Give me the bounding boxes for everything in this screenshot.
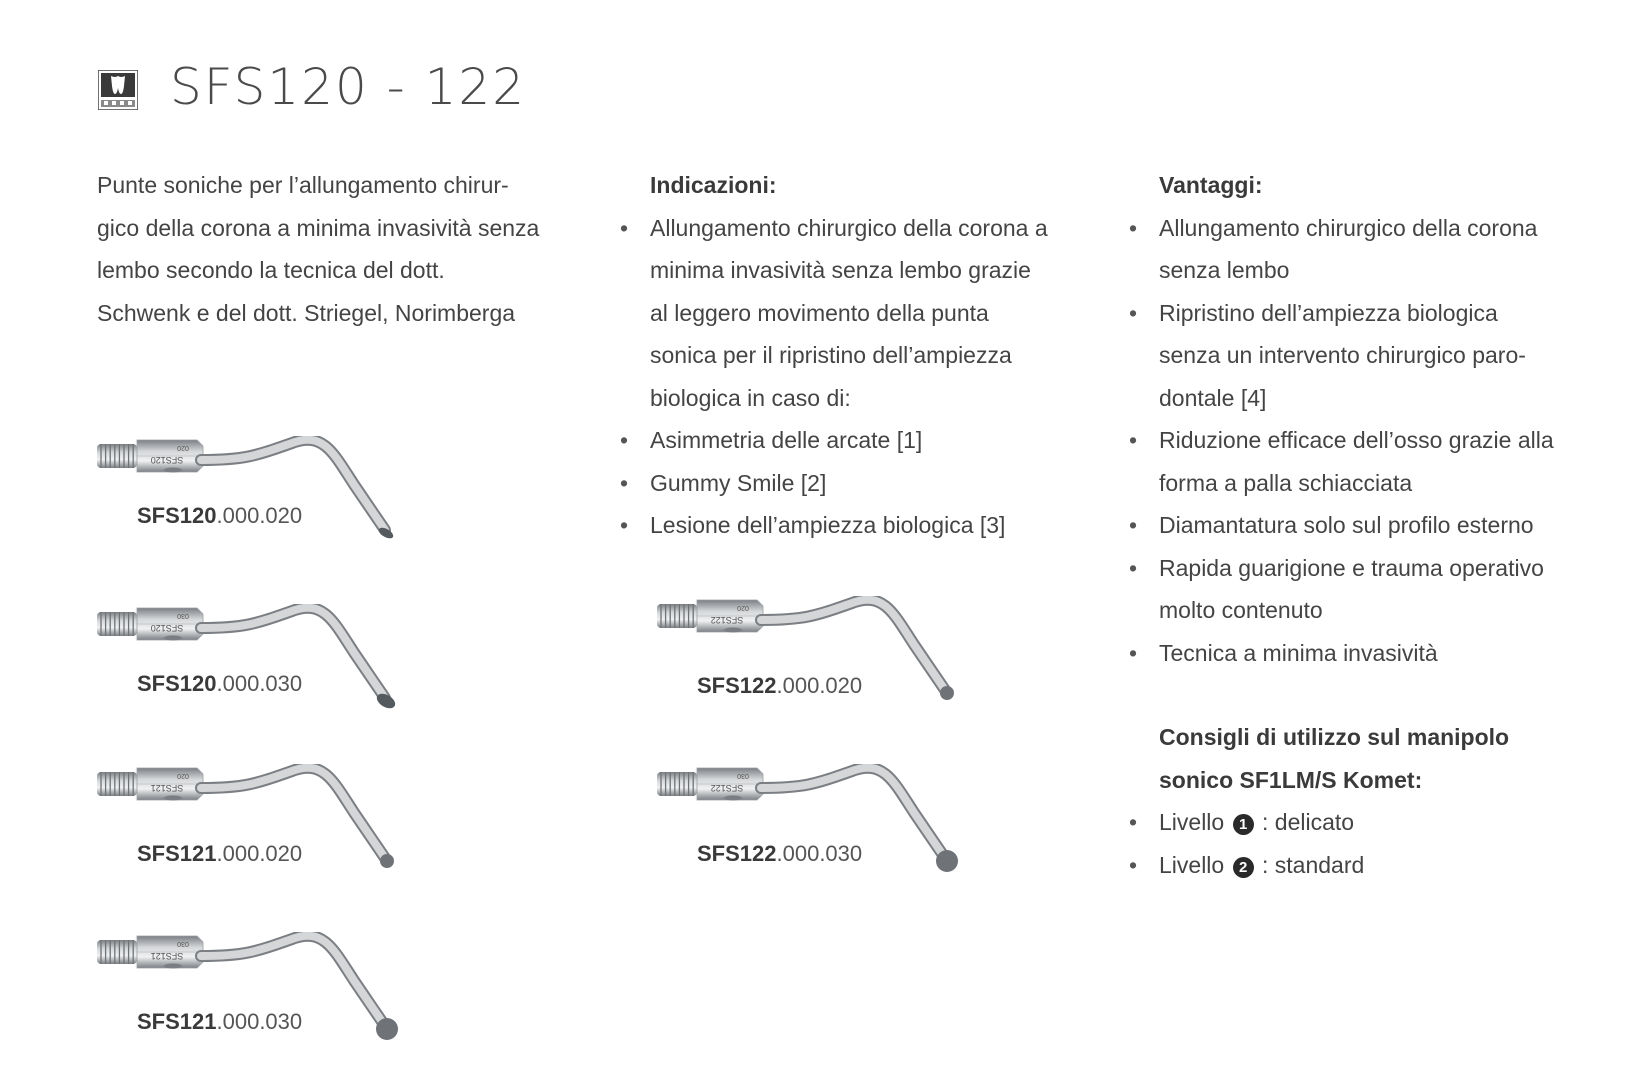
list-item xyxy=(1159,801,1629,844)
list-item-line: minima invasività senza lembo grazie xyxy=(650,257,1031,283)
product-code-prefix: SFS121 xyxy=(137,841,217,866)
level-number-badge: 1 xyxy=(1233,814,1254,835)
size-engraving: 020 xyxy=(737,604,749,611)
brand-mark xyxy=(164,636,182,641)
thread xyxy=(97,772,137,796)
usage-heading-line: sonico SF1LM/S Komet: xyxy=(1159,766,1423,793)
ball-tip xyxy=(376,1018,398,1040)
list-item-line: • Rapida guarigione e trauma operativo xyxy=(1159,554,1544,581)
list-item-line: • Asimmetria delle arcate [1] xyxy=(650,427,923,453)
ball-tip xyxy=(380,854,394,868)
list-item xyxy=(650,207,1090,420)
product-code-suffix: .000.030 xyxy=(216,1009,303,1034)
product-code-prefix: SFS120 xyxy=(137,503,217,528)
size-engraving: 030 xyxy=(177,612,189,619)
list-item-line: • Gummy Smile [2] xyxy=(650,469,827,496)
size-engraving: 020 xyxy=(177,444,189,451)
intro-text xyxy=(97,164,577,334)
brand-mark xyxy=(724,628,742,633)
brand-mark xyxy=(164,468,182,473)
product-code-suffix: .000.020 xyxy=(776,673,863,698)
list-item-line: senza un intervento chirurgico paro- xyxy=(1159,342,1526,368)
thread xyxy=(657,604,697,628)
product-code-suffix: .000.020 xyxy=(216,841,303,866)
list-item xyxy=(1159,419,1629,504)
thread xyxy=(97,940,137,964)
list-item xyxy=(650,504,1090,547)
intro-line: Schwenk e del dott. Striegel, Norimberga xyxy=(97,299,516,326)
list-item xyxy=(1159,844,1629,887)
sonic-tip-drawing xyxy=(95,436,415,546)
usage-levels-list xyxy=(1159,801,1629,886)
shank-engraving: SFS120 xyxy=(150,623,184,633)
size-engraving: 030 xyxy=(737,772,749,779)
product-code-prefix: SFS122 xyxy=(697,673,777,698)
level-label: Livello xyxy=(1159,809,1225,835)
product-code-suffix: .000.020 xyxy=(216,503,303,528)
product-code-suffix: .000.030 xyxy=(216,671,303,696)
shank-engraving: SFS121 xyxy=(150,783,184,793)
list-item-line: dontale [4] xyxy=(1159,384,1267,411)
product-code-suffix: .000.030 xyxy=(776,841,863,866)
list-item-line: • Ripristino dell’ampiezza biologica xyxy=(1159,299,1498,326)
list-item-line: forma a palla schiacciata xyxy=(1159,469,1413,496)
product-code-prefix: SFS120 xyxy=(137,671,217,696)
indications-list xyxy=(650,207,1090,547)
product-code-prefix: SFS122 xyxy=(697,841,777,866)
brand-mark xyxy=(724,796,742,801)
product-code-prefix: SFS121 xyxy=(137,1009,217,1034)
level-number-badge: 2 xyxy=(1233,857,1254,878)
advantages-list xyxy=(1159,207,1629,675)
brand-mark xyxy=(164,964,182,969)
list-item xyxy=(1159,504,1629,547)
usage-heading-line: Consigli di utilizzo sul manipolo xyxy=(1159,724,1510,750)
intro-line: gico della corona a minima invasività senza xyxy=(97,214,540,241)
logo-icon xyxy=(98,70,138,110)
list-item-line: • Allungamento chirurgico della corona a xyxy=(650,214,1048,241)
advantages-section xyxy=(1159,164,1629,886)
list-item-line: • Diamantatura solo sul profilo esterno xyxy=(1159,512,1534,538)
product-code xyxy=(137,1009,302,1035)
intro-line: lembo secondo la tecnica del dott. xyxy=(97,257,445,283)
shank-engraving: SFS122 xyxy=(710,783,744,793)
list-item xyxy=(650,419,1090,462)
list-item-line: • Riduzione efficace dell’osso grazie alla xyxy=(1159,427,1554,453)
level-description: : delicato xyxy=(1262,809,1355,835)
size-engraving: 030 xyxy=(177,940,189,947)
brand-mark xyxy=(164,796,182,801)
list-item-line: sonica per il ripristino dell’ampiezza xyxy=(650,342,1012,368)
intro-line: Punte soniche per l’allungamento chirur- xyxy=(97,172,509,198)
product-code xyxy=(137,671,302,697)
product-code xyxy=(137,503,302,529)
ball-tip xyxy=(940,686,954,700)
page-title: SFS120 - 122 xyxy=(170,58,527,116)
usage-heading xyxy=(1159,716,1629,801)
thread xyxy=(657,772,697,796)
list-item-line: molto contenuto xyxy=(1159,597,1323,623)
indications-section xyxy=(650,164,1090,547)
list-item xyxy=(650,462,1090,505)
shank-engraving: SFS122 xyxy=(710,615,744,625)
ball-tip xyxy=(936,850,958,872)
list-item xyxy=(1159,207,1629,292)
shank-engraving: SFS120 xyxy=(150,455,184,465)
product-code xyxy=(137,841,302,867)
list-item xyxy=(1159,292,1629,420)
list-item-line: al leggero movimento della punta xyxy=(650,299,989,326)
level-label: Livello xyxy=(1159,851,1225,878)
list-item xyxy=(1159,632,1629,675)
list-item-line: • Tecnica a minima invasività xyxy=(1159,639,1438,666)
list-item-line: senza lembo xyxy=(1159,257,1290,283)
sonic-tip-drawing xyxy=(95,604,415,714)
shank-engraving: SFS121 xyxy=(150,951,184,961)
list-item-line: • Lesione dell’ampiezza biologica [3] xyxy=(650,512,1006,538)
level-description: : standard xyxy=(1262,851,1365,878)
list-item-line: biologica in caso di: xyxy=(650,384,851,411)
thread xyxy=(97,612,137,636)
thread xyxy=(97,444,137,468)
indications-heading: Indicazioni: xyxy=(650,172,777,198)
advantages-heading: Vantaggi: xyxy=(1159,172,1263,198)
list-item xyxy=(1159,547,1629,632)
size-engraving: 020 xyxy=(177,772,189,779)
list-item-line: • Allungamento chirurgico della corona xyxy=(1159,214,1538,241)
product-code xyxy=(697,841,862,867)
product-code xyxy=(697,673,862,699)
